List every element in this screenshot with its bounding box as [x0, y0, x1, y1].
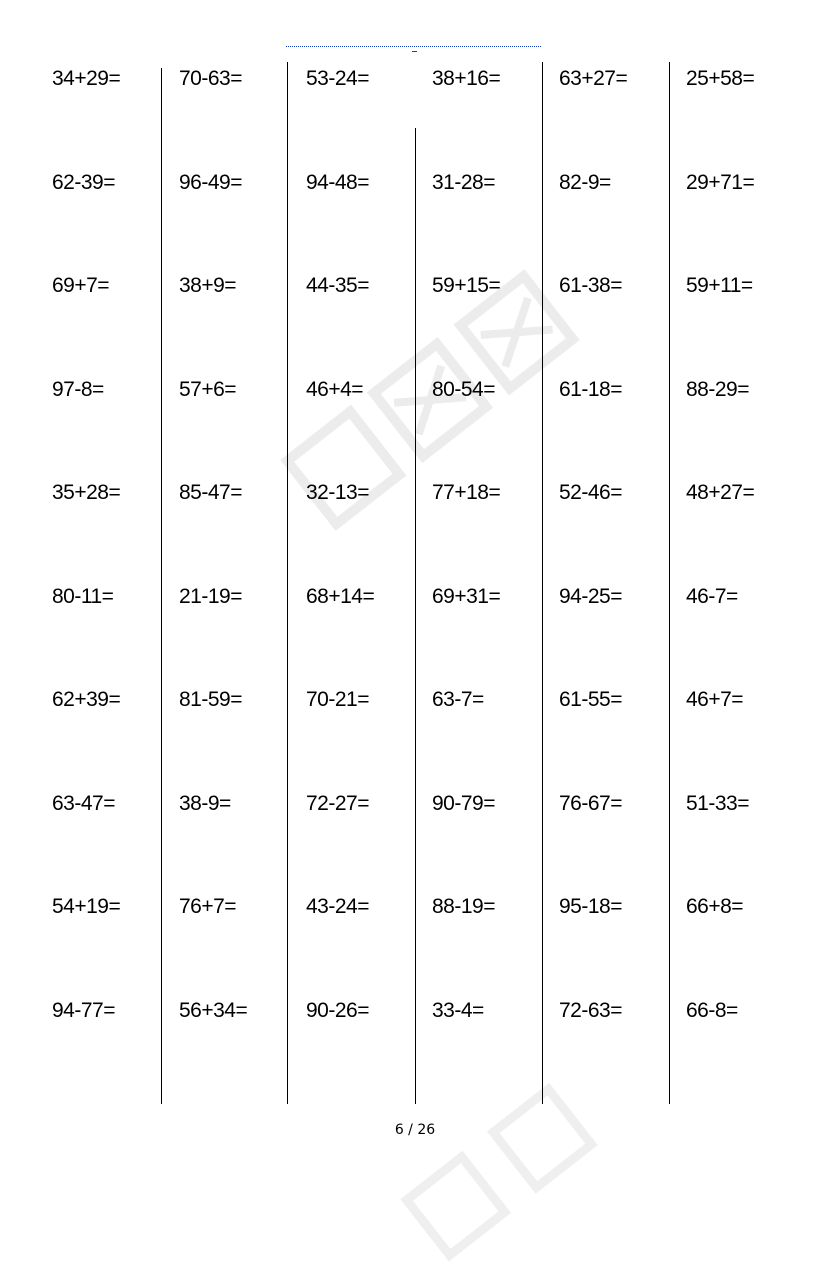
math-problem: 96-49= [179, 170, 242, 194]
math-problem: 21-19= [179, 584, 242, 608]
math-problem: 95-18= [559, 895, 622, 918]
math-problem: 34+29= [52, 67, 121, 90]
math-problem: 80-54= [432, 377, 495, 401]
math-problem: 43-24= [306, 895, 369, 918]
math-problem: 76-67= [559, 791, 622, 815]
math-problem: 62-39= [52, 170, 115, 194]
math-problem: 72-27= [306, 791, 369, 815]
math-problem: 54+19= [52, 895, 121, 918]
math-problem: 68+14= [306, 584, 375, 608]
math-problem: 66+8= [686, 895, 744, 918]
math-problem: 97-8= [52, 377, 104, 401]
math-problem: 48+27= [686, 481, 755, 504]
math-problem: 29+71= [686, 170, 755, 194]
math-problem: 94-48= [306, 170, 369, 194]
math-problem: 81-59= [179, 688, 242, 711]
math-problem: 38-9= [179, 791, 231, 815]
math-problem: 72-63= [559, 998, 622, 1022]
math-problem: 25+58= [686, 67, 755, 90]
math-problem: 57+6= [179, 377, 237, 401]
math-problem: 77+18= [432, 481, 501, 504]
page-number: 6 / 26 [394, 1122, 436, 1138]
math-problem: 46+7= [686, 688, 744, 711]
math-problem: 61-55= [559, 688, 622, 711]
math-problem: 61-38= [559, 274, 622, 297]
math-problem: 44-35= [306, 274, 369, 297]
math-problem: 59+15= [432, 274, 501, 297]
math-problem: 90-26= [306, 998, 369, 1022]
math-problem: 69+7= [52, 274, 110, 297]
math-problem: 70-63= [179, 67, 242, 90]
math-problem: 46-7= [686, 584, 738, 608]
math-problem: 35+28= [52, 481, 121, 504]
math-problem: 51-33= [686, 791, 749, 815]
math-problem: 80-11= [52, 584, 114, 608]
math-problem: 69+31= [432, 584, 501, 608]
math-problem: 88-19= [432, 895, 495, 918]
math-problem: 56+34= [179, 998, 248, 1022]
math-problem: 94-25= [559, 584, 622, 608]
math-problem: 38+16= [432, 67, 501, 90]
math-problem: 61-18= [559, 377, 622, 401]
math-problem: 90-79= [432, 791, 495, 815]
math-problem: 31-28= [432, 170, 495, 194]
math-problem: 85-47= [179, 481, 242, 504]
math-problem: 76+7= [179, 895, 237, 918]
math-problem: 32-13= [306, 481, 369, 504]
math-problem: 63-7= [432, 688, 484, 711]
math-problem: 33-4= [432, 998, 484, 1022]
math-problem: 63-47= [52, 791, 115, 815]
math-problem: 59+11= [686, 274, 753, 297]
math-problem: 66-8= [686, 998, 738, 1022]
math-problem: 53-24= [306, 67, 369, 90]
math-problem: 82-9= [559, 170, 611, 194]
math-problem: 46+4= [306, 377, 364, 401]
math-problem: 52-46= [559, 481, 622, 504]
math-problem: 94-77= [52, 998, 115, 1022]
math-problem: 62+39= [52, 688, 121, 711]
math-problem: 63+27= [559, 67, 628, 90]
math-problem: 88-29= [686, 377, 749, 401]
math-problem: 38+9= [179, 274, 237, 297]
math-problem: 70-21= [306, 688, 369, 711]
